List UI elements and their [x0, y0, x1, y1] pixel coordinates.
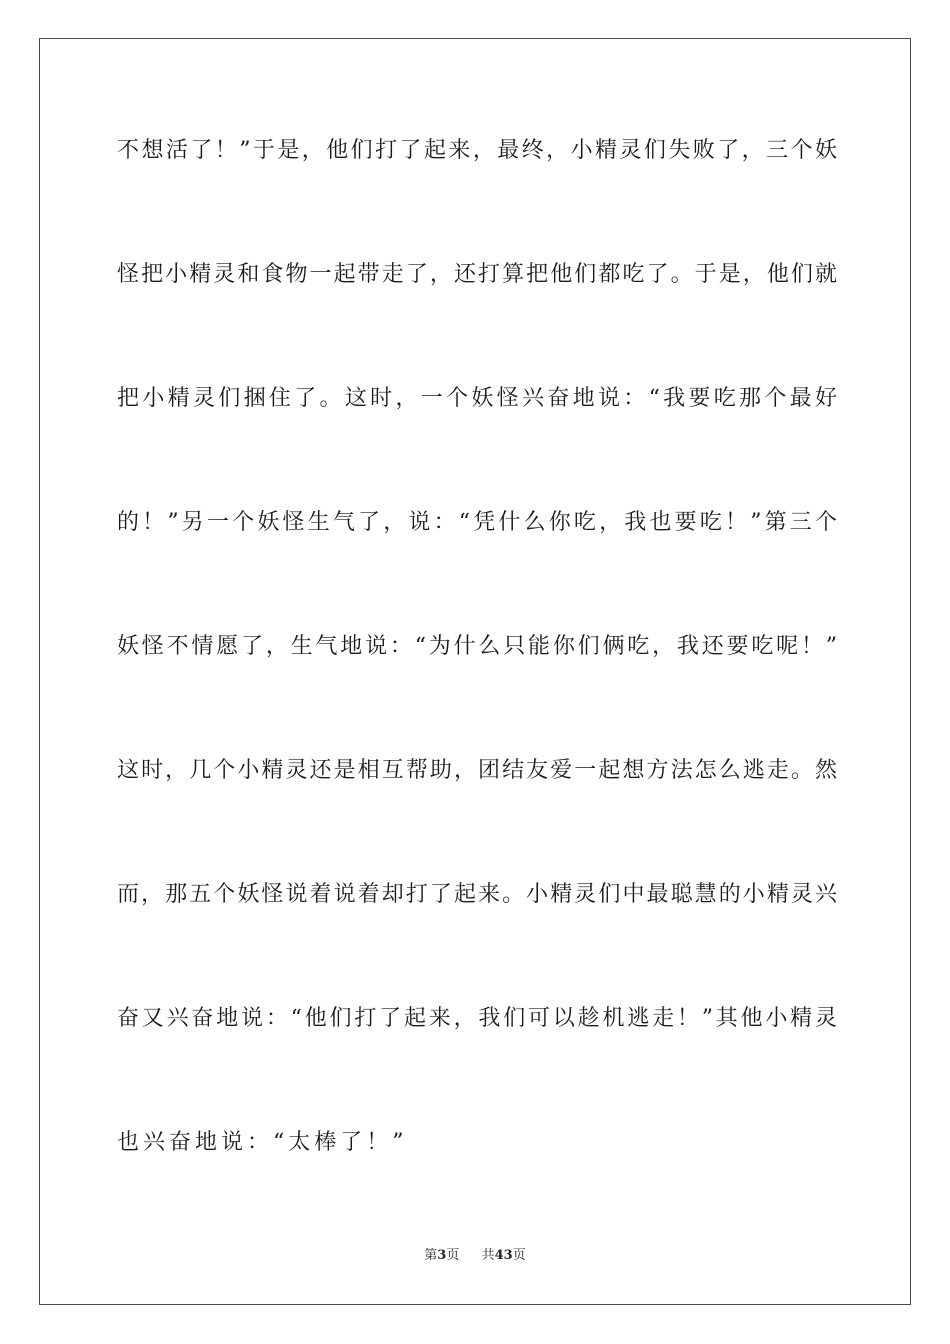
- paragraph-line: 这时，几个小精灵还是相互帮助，团结友爱一起想方法怎么逃走。然: [117, 758, 837, 783]
- page-number: 3: [437, 1248, 447, 1263]
- paragraph-line: 而，那五个妖怪说着说着却打了起来。小精灵们中最聪慧的小精灵兴: [117, 882, 837, 907]
- page-suffix: 页: [446, 1248, 460, 1263]
- page-footer: [0, 1247, 950, 1265]
- page-indicator: [424, 1248, 463, 1263]
- total-pages-indicator: [482, 1248, 526, 1263]
- paragraph-line: 的！”另一个妖怪生气了，说：“凭什么你吃，我也要吃！”第三个: [117, 510, 837, 535]
- page-border: [39, 38, 911, 1305]
- paragraph-line: 妖怪不情愿了，生气地说：“为什么只能你们俩吃，我还要吃呢！”: [117, 634, 837, 659]
- total-pages: 43: [494, 1248, 513, 1263]
- paragraph-line: 也兴奋地说：“太棒了！”: [117, 1130, 408, 1155]
- total-suffix: 页: [512, 1248, 526, 1263]
- page-prefix: 第: [424, 1248, 438, 1263]
- paragraph-line: 奋又兴奋地说：“他们打了起来，我们可以趁机逃走！”其他小精灵: [117, 1006, 837, 1031]
- total-prefix: 共: [481, 1248, 495, 1263]
- paragraph-line: 怪把小精灵和食物一起带走了，还打算把他们都吃了。于是，他们就: [117, 262, 837, 287]
- paragraph-line: 把小精灵们捆住了。这时，一个妖怪兴奋地说：“我要吃那个最好: [117, 386, 837, 411]
- paragraph-line: 不想活了！”于是，他们打了起来，最终，小精灵们失败了，三个妖: [117, 138, 837, 163]
